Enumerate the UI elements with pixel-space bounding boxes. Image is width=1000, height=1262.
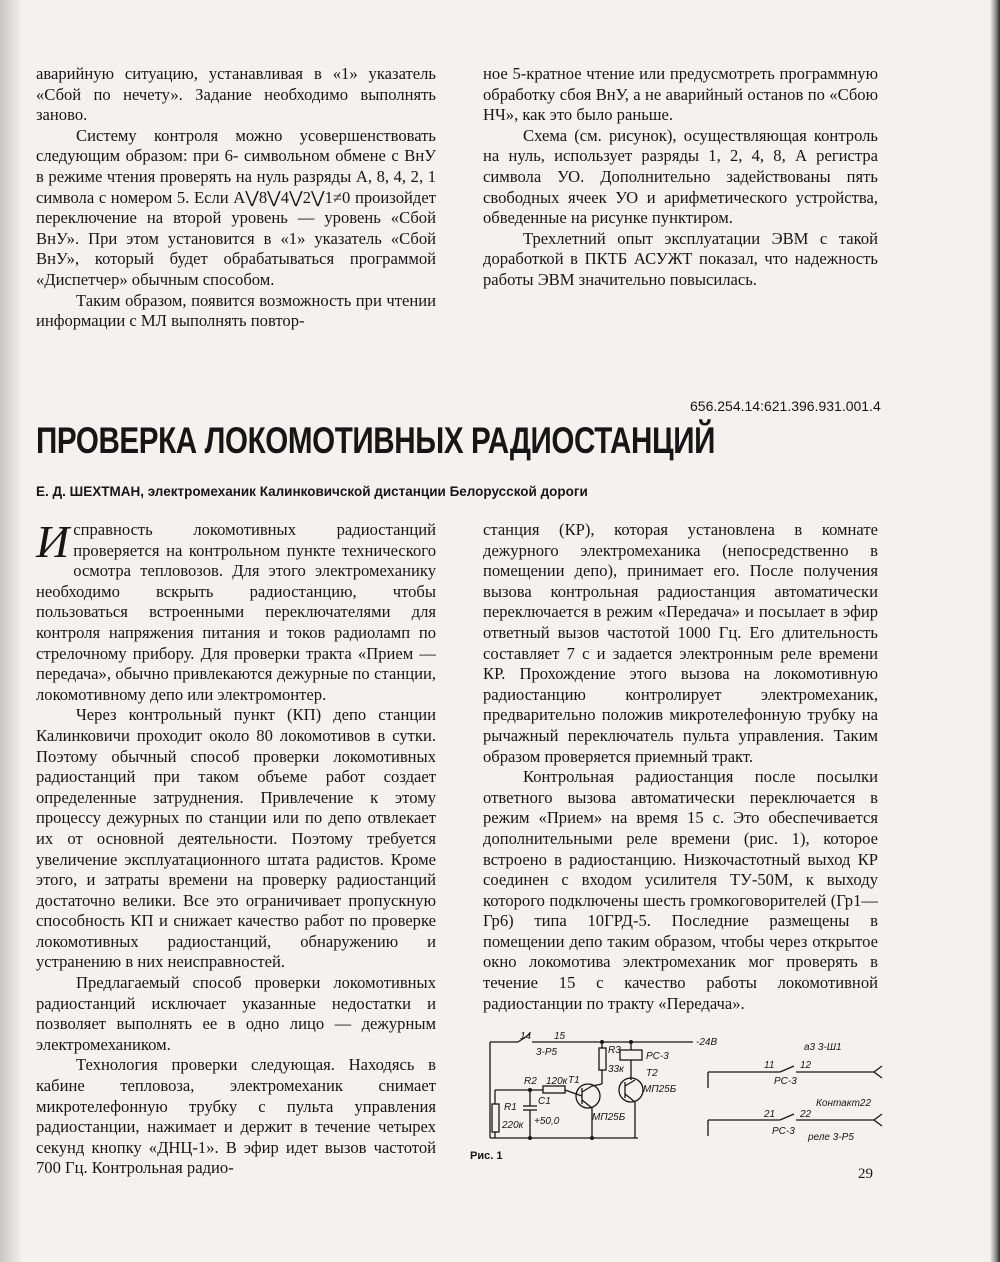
paragraph: Систему контроля можно усовершенствовать следующим образом: при 6- символьном обмене с ВнУ в режиме чтения проверять на нуль разряды А, 8, 4, 2, 1 символа с номером 5. Если A⋁8⋁4⋁2⋁1≠0 произойдет переключение на второй уровень — уровень «Сбой ВнУ». При этом установится в «1» указатель «Сбой ВнУ», который будет обрабатываться программой «Диспетчер» обычным способом.: [36, 125, 436, 289]
figure-caption: Рис. 1: [470, 1150, 503, 1162]
label-c1: С1: [538, 1096, 551, 1107]
label-21: 21: [764, 1109, 776, 1120]
label-contact22: Контакт22: [816, 1098, 872, 1109]
label-r2-value: 120к: [546, 1076, 568, 1087]
paragraph: Контрольная радиостанция после посылки ответного вызова автоматически переключается в режим «Прием» на время 15 с. Это обеспечивается дополнительными реле времени (рис. 1), которое встроено в радиостанцию. Низкочастотный выход КР соединен с входом усилителя ТУ-50М, к выходу которого подключены шесть громкоговорителей (Гр1—Гр6) типа 10ГРД-5. Последние размещены в помещении депо таким образом, чтобы через открытое окно локомотива электромеханик мог проверять в течение 15 с качество работы локомотивной радиостанции по тракту «Передача».: [483, 767, 878, 1013]
drop-cap: И: [36, 516, 70, 567]
page-gutter-shadow: [0, 0, 22, 1262]
body-left-column: [36, 516, 436, 1179]
label-12: 12: [800, 1060, 812, 1071]
label-15: 15: [554, 1031, 566, 1042]
page-number: 29: [858, 1166, 873, 1182]
label-14: 14: [520, 1031, 532, 1042]
label-a3-3-sh1: а3 3-Ш1: [804, 1042, 842, 1053]
label-r2: R2: [524, 1076, 537, 1087]
udc-code: 656.254.14:621.396.931.001.4: [690, 398, 881, 414]
paragraph-text: справность локомотивных радиостанций проверяется на контрольном пункте технического осмотра тепловозов. Для этого электромеханику необходимо вскрыть радиостанцию, чтобы пользоваться встроенными переключателями для контроля напряжения питания и токов радиоламп по стрелочному прибору. Для проверки тракта «Прием — передача», обычно привлекаются дежурные по станции, локомотивному депо или электромонтер.: [36, 520, 436, 704]
label-minus-24v: -24В: [696, 1037, 718, 1048]
label-rc3-mid: РС-3: [774, 1076, 797, 1087]
label-mp25b-left: МП25Б: [592, 1112, 626, 1123]
paragraph: Предлагаемый способ проверки локомотивных радиостанций исключает указанные недостатки и позволяет выполнять ее в одно лицо — дежурным электромехаником.: [36, 973, 436, 1054]
paragraph: станция (КР), которая установлена в комнате дежурного электромеханика (непосредственно в помещении депо), принимает его. После получения вызова контрольная радиостанция автоматически переключается в режим «Передача» и посылает в эфир ответный вызов частотой 1000 Гц. Его длительность составляет 7 с и задается электронным реле времени КР. Прохождение этого вызова на локомотивную радиостанцию контролирует электромеханик, предварительно положив микротелефонную трубку на рычажный переключатель пульта управления. Таким образом проверяется приемный тракт.: [483, 520, 878, 766]
label-c1-value: +50,0: [534, 1116, 560, 1127]
label-3-r5: 3-Р5: [536, 1047, 558, 1058]
label-r3-value: 33к: [608, 1064, 624, 1075]
label-t2: Т2: [646, 1068, 658, 1079]
label-11: 11: [764, 1060, 775, 1071]
label-rc3-bottom: РС-3: [772, 1126, 795, 1137]
page-edge-shadow: [990, 0, 1000, 1262]
paragraph: аварийную ситуацию, устанавливая в «1» указатель «Сбой по нечету». Задание необходимо выполнять заново.: [36, 64, 436, 125]
top-right-column: [483, 64, 878, 291]
label-relay-3-r5: реле 3-Р5: [808, 1132, 854, 1143]
paragraph: Технология проверки следующая. Находясь в кабине тепловоза, электромеханик снимает микротелефонную трубку с пульта управления радиостанции, нажимает и держит в течение четырех секунд кнопку «ДНЦ-1». В эфир идет вызов частотой 700 Гц. Контрольная радио-: [36, 1055, 436, 1178]
label-r3: R3: [608, 1045, 621, 1056]
circuit-diagram: [468, 1028, 888, 1164]
article-title: ПРОВЕРКА ЛОКОМОТИВНЫХ РАДИОСТАНЦИЙ: [36, 420, 715, 461]
label-rc3-top: РС-3: [646, 1051, 669, 1062]
author-byline: Е. Д. ШЕХТМАН, электромеханик Калинковичской дистанции Белорусской дороги: [36, 484, 588, 499]
label-t1: Т1: [568, 1075, 580, 1086]
paragraph: Схема (см. рисунок), осуществляющая контроль на нуль, использует разряды 1, 2, 4, 8, А регистра символа УО. Дополнительно задействованы пять свободных ячеек УО и арифметического устройства, обведенные на рисунке пунктиром.: [483, 125, 878, 228]
paragraph: Через контрольный пункт (КП) депо станции Калинковичи проходит около 80 локомотивов в сутки. Поэтому обычный способ проверки локомотивных радиостанций при таком объеме работ создает определенные затруднения. Привлечение к этому процессу дежурных по станции или по депо отвлекает их от основной деятельности. Поэтому требуется увеличение эксплуатационного штата радистов. Кроме этого, и затраты времени на проверку радиостанций достаточно велики. Все это ограничивает пропускную способность КП и снижает качество работ по проверке локомотивных радиостанций, обнаружению и устранению в них неисправностей.: [36, 705, 436, 972]
label-r1-value: 220к: [502, 1120, 524, 1131]
label-mp25b-right: МП25Б: [643, 1084, 677, 1095]
paragraph: ное 5-кратное чтение или предусмотреть программную обработку сбоя ВнУ, а не аварийный останов по «Сбою НЧ», как это было раньше.: [483, 64, 878, 125]
body-right-column: [483, 520, 878, 1014]
label-r1: R1: [504, 1102, 517, 1113]
paragraph: [36, 516, 436, 705]
label-22: 22: [800, 1109, 812, 1120]
paragraph: Трехлетний опыт эксплуатации ЭВМ с такой доработкой в ПКТБ АСУЖТ показал, что надежность работы ЭВМ значительно повысилась.: [483, 228, 878, 289]
paragraph: Таким образом, появится возможность при чтении информации с МЛ выполнять повтор-: [36, 290, 436, 331]
top-left-column: [36, 64, 436, 332]
